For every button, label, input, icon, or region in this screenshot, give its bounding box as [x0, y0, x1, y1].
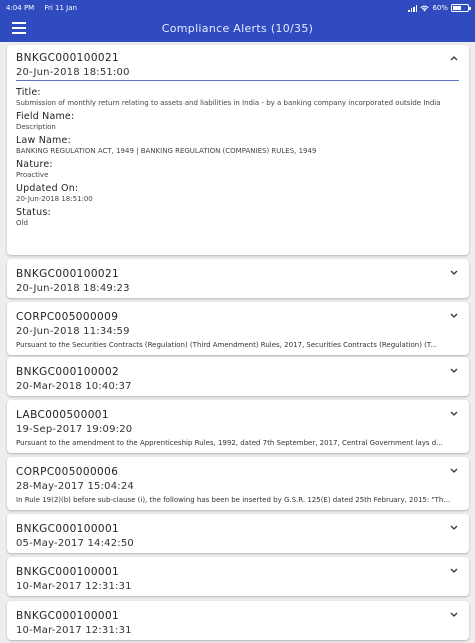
chevron-down-icon[interactable]: [449, 466, 459, 474]
signal-icon: [408, 5, 417, 12]
alert-code: BNKGC000100021: [16, 52, 120, 64]
alert-date: 20-Jun-2018 18:51:00: [16, 67, 130, 78]
alert-code: BNKGC000100001: [16, 610, 120, 622]
nav-bar: [0, 16, 475, 42]
alert-code: CORPC005000009: [16, 311, 119, 323]
alert-code: BNKGC000100001: [16, 523, 120, 535]
updated-on-value: 20-Jun-2018 18:51:00: [16, 195, 93, 203]
alert-code: LABC000500001: [16, 409, 109, 421]
field-name-value: Description: [16, 123, 56, 131]
alert-snippet: In Rule 19(2)(b) before sub-clause (i), the following has been be inserted by G.S.R. 125(E) dated 25th February, 2015: "Th...: [16, 496, 451, 504]
field-name-label: Field Name:: [16, 111, 75, 122]
alert-date: 10-Mar-2017 12:31:31: [16, 581, 132, 592]
status-value: Old: [16, 219, 28, 227]
title-value: Submission of monthly return relating to assets and liabilities in India - by a banking company incorporated outside India: [16, 99, 441, 107]
alert-date: 10-Mar-2017 12:31:31: [16, 625, 132, 636]
chevron-down-icon[interactable]: [449, 366, 459, 374]
alert-code: BNKGC000100001: [16, 566, 120, 578]
alert-date: 20-Jun-2018 18:49:23: [16, 283, 130, 294]
alert-card[interactable]: [7, 601, 469, 640]
alert-card[interactable]: [7, 302, 469, 355]
wifi-icon: [420, 5, 429, 12]
alert-date: 05-May-2017 14:42:50: [16, 538, 134, 549]
chevron-down-icon[interactable]: [449, 610, 459, 618]
battery-icon: [451, 4, 469, 12]
nature-value: Proactive: [16, 171, 49, 179]
alert-code: BNKGC000100002: [16, 366, 120, 378]
status-date: Fri 11 Jan: [44, 4, 77, 12]
chevron-down-icon[interactable]: [449, 523, 459, 531]
alert-date: 28-May-2017 15:04:24: [16, 481, 134, 492]
battery-percent: 60%: [432, 4, 448, 12]
status-time: 4:04 PM: [6, 4, 35, 12]
updated-on-label: Updated On:: [16, 183, 79, 194]
divider: [16, 80, 459, 81]
alert-snippet: Pursuant to the Securities Contracts (Regulation) (Third Amendment) Rules, 2017, Securities Contracts (Regulation) (T...: [16, 341, 438, 349]
chevron-down-icon[interactable]: [449, 268, 459, 276]
chevron-down-icon[interactable]: [449, 566, 459, 574]
alert-card[interactable]: [7, 457, 469, 510]
nature-label: Nature:: [16, 159, 53, 170]
alert-code: CORPC005000006: [16, 466, 119, 478]
alert-date: 19-Sep-2017 19:09:20: [16, 424, 133, 435]
alert-date: 20-Mar-2018 10:40:37: [16, 381, 132, 392]
alert-code: BNKGC000100021: [16, 268, 120, 280]
alert-card[interactable]: [7, 400, 469, 453]
alert-card-expanded[interactable]: [7, 45, 469, 255]
alert-snippet: Pursuant to the amendment to the Apprenticeship Rules, 1992, dated 7th September, 2017, Central Government lays d...: [16, 439, 443, 447]
alert-card[interactable]: [7, 357, 469, 396]
alert-date: 20-Jun-2018 11:34:59: [16, 326, 130, 337]
page-title: Compliance Alerts (10/35): [161, 22, 314, 35]
alert-card[interactable]: [7, 514, 469, 553]
title-label: Title:: [16, 87, 41, 98]
law-name-value: BANKING REGULATION ACT, 1949 | BANKING REGULATION (COMPANIES) RULES, 1949: [16, 147, 317, 155]
alert-details: [16, 87, 457, 231]
chevron-down-icon[interactable]: [449, 409, 459, 417]
status-bar: [0, 0, 475, 16]
alert-card[interactable]: [7, 259, 469, 298]
chevron-down-icon[interactable]: [449, 311, 459, 319]
alert-card[interactable]: [7, 557, 469, 596]
chevron-up-icon[interactable]: [449, 54, 459, 62]
status-label: Status:: [16, 207, 51, 218]
law-name-label: Law Name:: [16, 135, 71, 146]
app-header: [0, 0, 475, 42]
